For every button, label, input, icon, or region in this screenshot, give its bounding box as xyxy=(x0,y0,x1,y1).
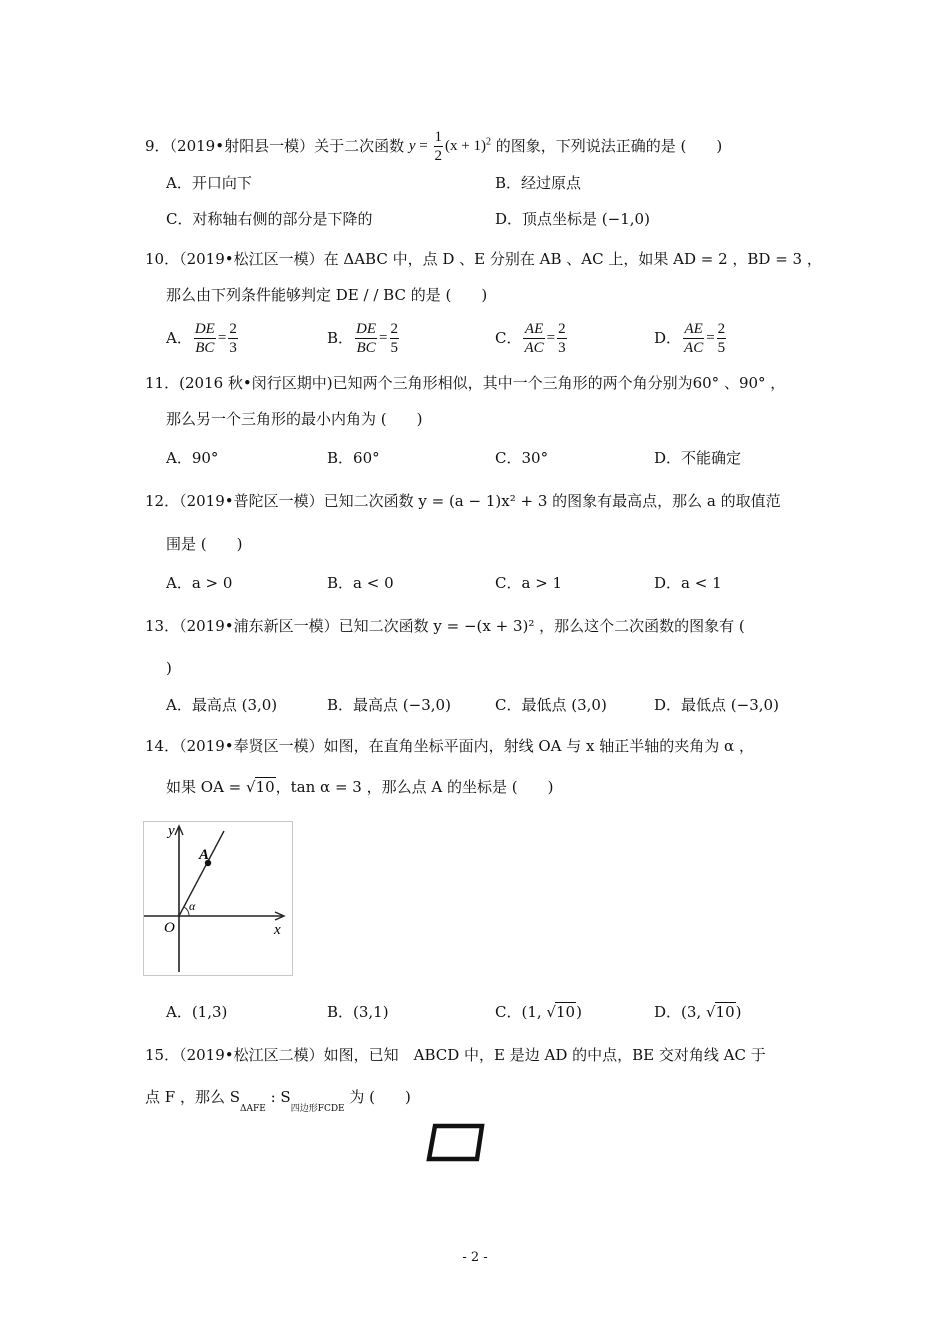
q11-line1: 11．(2016 秋•闵行区期中)已知两个三角形相似，其中一个三角形的两个角分别为60° 、90° ， xyxy=(145,374,786,392)
q13-option-d[interactable]: D．最低点 (−3,0) xyxy=(654,696,779,714)
q14-option-c[interactable] xyxy=(495,1005,582,1020)
q14-line2-end: ，tan α = 3 ，那么点 A 的坐标是 ( ) xyxy=(275,778,554,796)
q9-option-c[interactable]: C．对称轴右侧的部分是下降的 xyxy=(166,210,373,228)
q12-option-a[interactable]: A．a > 0 xyxy=(166,574,233,592)
q10-c-lhs xyxy=(523,320,544,357)
q10-a-rhs-den: 3 xyxy=(229,340,237,356)
q10-option-d[interactable] xyxy=(654,320,728,357)
ray-oa xyxy=(179,831,224,916)
q10-line2: 那么由下列条件能够判定 DE / / BC 的是 ( ) xyxy=(166,286,488,304)
q10-line1: 10．（2019•松江区一模）在 ΔABC 中，点 D 、E 分别在 AB 、AC 上，如果 AD = 2 ，BD = 3 ， xyxy=(145,250,822,268)
q10-c-rhs-num: 2 xyxy=(558,321,566,337)
q10-d-lhs xyxy=(683,320,704,357)
q9-stem xyxy=(145,128,723,164)
q10-a-eq: = xyxy=(217,330,227,346)
q9-tail: 的图象，下列说法正确的是 ( ) xyxy=(495,137,723,155)
q9-paren: (x + 1) xyxy=(445,138,486,154)
q13-line2: ) xyxy=(166,659,172,677)
q14-d-post: ) xyxy=(735,1003,742,1021)
q10-d-rhs-den: 5 xyxy=(717,340,726,356)
q10-d-lhs-num: AE xyxy=(684,321,703,337)
q10-c-lhs-num: AE xyxy=(524,321,544,337)
q9-pow: 2 xyxy=(485,136,491,148)
q10-b-lhs-den: BC xyxy=(356,340,376,356)
q10-option-c[interactable] xyxy=(495,320,569,357)
q10-d-rhs-num: 2 xyxy=(717,321,726,337)
q15-line2-post: 为 ( ) xyxy=(344,1088,411,1106)
q10-c-eq: = xyxy=(546,330,556,346)
q11-option-b[interactable]: B．60° xyxy=(327,449,380,467)
q10-option-a[interactable] xyxy=(166,320,240,357)
q9-frac-den: 2 xyxy=(434,148,442,164)
q14-line1: 14．（2019•奉贤区一模）如图，在直角坐标平面内，射线 OA 与 x 轴正半轴的夹角为 α ， xyxy=(145,737,754,755)
q10-b-rhs xyxy=(390,320,400,357)
q14-option-b[interactable]: B．(3,1) xyxy=(327,1003,389,1021)
q10-d-rhs xyxy=(717,320,727,357)
q9-fraction xyxy=(434,128,444,165)
q14-figure xyxy=(143,821,293,976)
q13-option-b[interactable]: B．最高点 (−3,0) xyxy=(327,696,451,714)
q9-option-b[interactable]: B．经过原点 xyxy=(495,174,582,192)
q15-sub1: ΔAFE xyxy=(240,1104,266,1114)
parallelogram-icon xyxy=(426,1122,486,1164)
q10-a-rhs-num: 2 xyxy=(229,321,237,337)
q10-b-rhs-den: 5 xyxy=(390,340,398,356)
q10-c-rhs xyxy=(557,320,567,357)
q14-radicand: 10 xyxy=(255,778,275,796)
q15-parallelogram-figure xyxy=(426,1122,486,1164)
q14-d-pre: D．(3, √ xyxy=(654,1003,716,1021)
fig-origin-label: O xyxy=(164,920,175,936)
q15-line2-pre: 点 F ，那么 S xyxy=(145,1088,240,1106)
q9-lead: 9．（2019•射阳县一模）关于二次函数 xyxy=(145,137,405,155)
q15-line2 xyxy=(145,1090,411,1114)
q9-option-d[interactable]: D．顶点坐标是 (−1,0) xyxy=(495,210,650,228)
q12-option-b[interactable]: B．a < 0 xyxy=(327,574,394,592)
q14-c-post: ) xyxy=(576,1003,582,1021)
q14-line2 xyxy=(166,780,553,795)
q10-c-rhs-den: 3 xyxy=(558,340,566,356)
q15-sub2: 四边形FCDE xyxy=(290,1104,345,1114)
q9-fx: y xyxy=(408,138,416,154)
q11-line2: 那么另一个三角形的最小内角为 ( ) xyxy=(166,410,423,428)
q10-d-label: D． xyxy=(654,329,682,347)
q13-line1: 13．（2019•浦东新区一模）已知二次函数 y = −(x + 3)² ，那么这个二次函数的图象有 ( xyxy=(145,617,745,635)
q10-c-lhs-den: AC xyxy=(524,340,544,356)
q12-line2: 围是 ( ) xyxy=(166,535,243,553)
q9-option-a[interactable]: A．开口向下 xyxy=(166,174,252,192)
q10-a-lhs-den: BC xyxy=(195,340,215,356)
q11-option-d[interactable]: D．不能确定 xyxy=(654,449,742,467)
q12-option-c[interactable]: C．a > 1 xyxy=(495,574,563,592)
page-number: - 2 - xyxy=(462,1250,488,1265)
q13-option-c[interactable]: C．最低点 (3,0) xyxy=(495,696,607,714)
q9-frac-num: 1 xyxy=(434,129,442,145)
q12-option-d[interactable]: D．a < 1 xyxy=(654,574,722,592)
q14-option-d[interactable] xyxy=(654,1005,741,1020)
q10-b-rhs-num: 2 xyxy=(390,321,398,337)
q9-eq: = xyxy=(415,138,432,154)
q12-line1: 12．（2019•普陀区一模）已知二次函数 y = (a − 1)x² + 3 的图象有最高点，那么 a 的取值范 xyxy=(145,492,781,510)
q10-a-rhs xyxy=(228,320,238,357)
q15-line1: 15．（2019•松江区二模）如图，已知 ABCD 中，E 是边 AD 的中点，BE 交对角线 AC 于 xyxy=(145,1046,766,1064)
q14-d-radicand: 10 xyxy=(715,1003,735,1021)
fig-y-label: y xyxy=(168,823,175,839)
q10-b-lhs-num: DE xyxy=(356,321,377,337)
q10-a-label: A． xyxy=(166,329,192,347)
q11-option-a[interactable]: A．90° xyxy=(166,449,219,467)
q14-line2-start: 如果 OA = √ xyxy=(166,778,256,796)
q10-d-eq: = xyxy=(706,330,715,346)
q14-c-pre: C．(1, √ xyxy=(495,1003,556,1021)
q14-c-radicand: 10 xyxy=(555,1003,576,1021)
q14-option-a[interactable]: A．(1,3) xyxy=(166,1003,228,1021)
q15-colon: : S xyxy=(265,1088,291,1106)
q10-option-b[interactable] xyxy=(327,320,401,357)
q10-a-lhs xyxy=(194,320,216,357)
fig-alpha-label: α xyxy=(189,899,196,913)
q10-b-eq: = xyxy=(379,330,388,346)
fig-x-label: x xyxy=(274,922,281,938)
q10-d-lhs-den: AC xyxy=(684,340,704,356)
q10-a-lhs-num: DE xyxy=(194,321,215,337)
q10-b-label: B． xyxy=(327,329,354,347)
q14-coordinate-plot xyxy=(144,822,292,975)
q11-option-c[interactable]: C．30° xyxy=(495,449,549,467)
fig-a-label: A xyxy=(199,847,210,863)
q10-b-lhs xyxy=(355,320,377,357)
q13-option-a[interactable]: A．最高点 (3,0) xyxy=(166,696,278,714)
q10-c-label: C． xyxy=(495,329,522,347)
